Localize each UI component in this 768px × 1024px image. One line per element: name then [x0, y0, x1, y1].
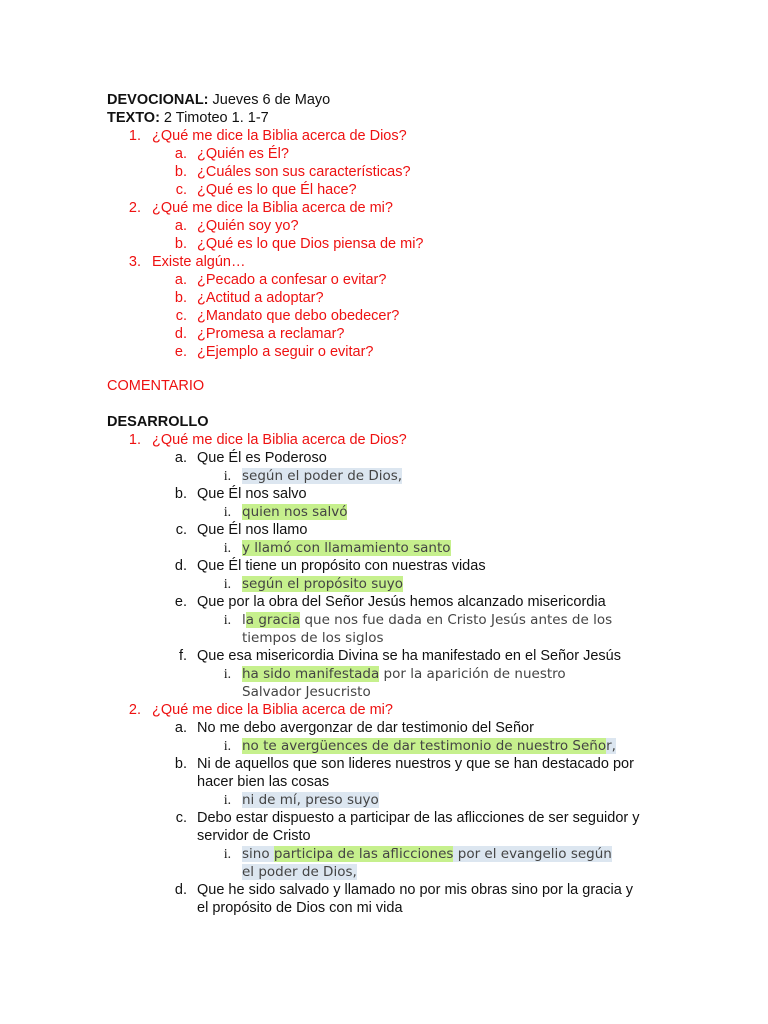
- list-text: Que he sido salvado y llamado no por mis obras sino por la gracia y: [197, 882, 634, 898]
- desarrollo-heading: DESARROLLO: [107, 414, 209, 430]
- list-letter: b.: [174, 164, 187, 180]
- list-text: ¿Pecado a confesar o evitar?: [197, 272, 387, 288]
- list-letter: c.: [175, 308, 187, 324]
- verse-text: que nos fue dada en Cristo Jesús antes de los: [300, 612, 613, 628]
- list-text: ¿Ejemplo a seguir o evitar?: [197, 344, 374, 360]
- verse-text: tiempos de los siglos: [242, 630, 384, 646]
- verse-text: por la aparición de nuestro: [379, 666, 566, 682]
- list-letter: b.: [174, 486, 187, 502]
- list-text: ¿Cuáles son sus características?: [197, 164, 411, 180]
- comentario-heading: COMENTARIO: [107, 378, 205, 394]
- list-number: 1.: [128, 128, 141, 144]
- verse-text: el poder de Dios,: [242, 864, 357, 880]
- devocional-label: DEVOCIONAL:: [107, 92, 209, 108]
- verse-highlight: no te avergüences de dar testimonio de nuestro Seño: [242, 738, 607, 754]
- verse-text: según el propósito suyo: [242, 576, 404, 592]
- list-letter: a.: [174, 450, 187, 466]
- list-text-continuation: el propósito de Dios con mi vida: [197, 900, 403, 916]
- devocional-line: [107, 91, 330, 109]
- list-letter: c.: [175, 522, 187, 538]
- list-letter: c.: [175, 182, 187, 198]
- list-text: Existe algún…: [152, 254, 246, 270]
- list-text-continuation: servidor de Cristo: [197, 828, 311, 844]
- list-text: Que Él nos salvo: [197, 486, 307, 502]
- list-text: ¿Promesa a reclamar?: [197, 326, 345, 342]
- list-letter: e.: [174, 594, 187, 610]
- list-text: Que Él es Poderoso: [197, 450, 327, 466]
- verse-text: sino: [242, 846, 274, 862]
- roman-numeral: i.: [223, 846, 231, 861]
- list-text: Que por la obra del Señor Jesús hemos alcanzado misericordia: [197, 594, 606, 610]
- list-text: ¿Mandato que debo obedecer?: [197, 308, 400, 324]
- list-text: Que Él tiene un propósito con nuestras vidas: [197, 558, 486, 574]
- list-text: ¿Quién es Él?: [197, 146, 289, 162]
- verse-text: y llamó con llamamiento santo: [242, 540, 451, 556]
- list-letter: f.: [178, 648, 187, 664]
- list-text: Debo estar dispuesto a participar de las aflicciones de ser seguidor y: [197, 810, 640, 826]
- verse-text: según el poder de Dios,: [242, 468, 403, 484]
- roman-numeral: i.: [223, 738, 231, 753]
- devocional-value: Jueves 6 de Mayo: [208, 92, 331, 108]
- list-text: ¿Qué me dice la Biblia acerca de Dios?: [152, 432, 407, 448]
- roman-numeral: i.: [223, 612, 231, 627]
- list-text: ¿Actitud a adoptar?: [197, 290, 324, 306]
- list-letter: a.: [174, 218, 187, 234]
- roman-numeral: i.: [223, 576, 231, 591]
- list-number: 2.: [128, 702, 141, 718]
- list-number: 2.: [128, 200, 141, 216]
- roman-numeral: i.: [223, 792, 231, 807]
- verse-text: ni de mí, preso suyo: [242, 792, 379, 808]
- texto-label: TEXTO:: [107, 110, 160, 126]
- roman-numeral: i.: [223, 540, 231, 555]
- list-text: Ni de aquellos que son lideres nuestros y que se han destacado por: [197, 756, 634, 772]
- list-text: ¿Qué me dice la Biblia acerca de Dios?: [152, 128, 407, 144]
- list-number: 3.: [128, 254, 141, 270]
- list-letter: a.: [174, 720, 187, 736]
- list-letter: b.: [174, 290, 187, 306]
- list-letter: a.: [174, 272, 187, 288]
- verse-text: quien nos salvó: [242, 504, 348, 520]
- list-letter: d.: [174, 882, 187, 898]
- list-text-continuation: hacer bien las cosas: [197, 774, 330, 790]
- list-letter: c.: [175, 810, 187, 826]
- list-letter: e.: [174, 344, 187, 360]
- list-letter: b.: [174, 756, 187, 772]
- list-text: Que Él nos llamo: [197, 522, 308, 538]
- list-text: ¿Qué me dice la Biblia acerca de mi?: [152, 702, 393, 718]
- verse-text: l: [242, 612, 246, 628]
- list-text: ¿Qué es lo que Dios piensa de mi?: [197, 236, 424, 252]
- list-letter: d.: [174, 558, 187, 574]
- list-text: ¿Qué es lo que Él hace?: [197, 182, 357, 198]
- list-text: Que esa misericordia Divina se ha manifestado en el Señor Jesús: [197, 648, 621, 664]
- verse-text: r,: [606, 738, 616, 754]
- roman-numeral: i.: [223, 468, 231, 483]
- list-letter: a.: [174, 146, 187, 162]
- roman-numeral: i.: [223, 666, 231, 681]
- texto-line: [107, 109, 269, 127]
- list-text: ¿Qué me dice la Biblia acerca de mi?: [152, 200, 393, 216]
- list-letter: d.: [174, 326, 187, 342]
- list-text: ¿Quién soy yo?: [197, 218, 299, 234]
- verse-highlight: participa de las aflicciones: [273, 846, 454, 862]
- verse-text: Salvador Jesucristo: [242, 684, 371, 700]
- texto-value: 2 Timoteo 1. 1-7: [159, 110, 269, 126]
- roman-numeral: i.: [223, 504, 231, 519]
- list-letter: b.: [174, 236, 187, 252]
- verse-text: por el evangelio según: [453, 846, 612, 862]
- verse-highlight: ha sido manifestada: [242, 666, 380, 682]
- verse-highlight: a gracia: [245, 612, 301, 628]
- list-text: No me debo avergonzar de dar testimonio del Señor: [197, 720, 534, 736]
- list-number: 1.: [128, 432, 141, 448]
